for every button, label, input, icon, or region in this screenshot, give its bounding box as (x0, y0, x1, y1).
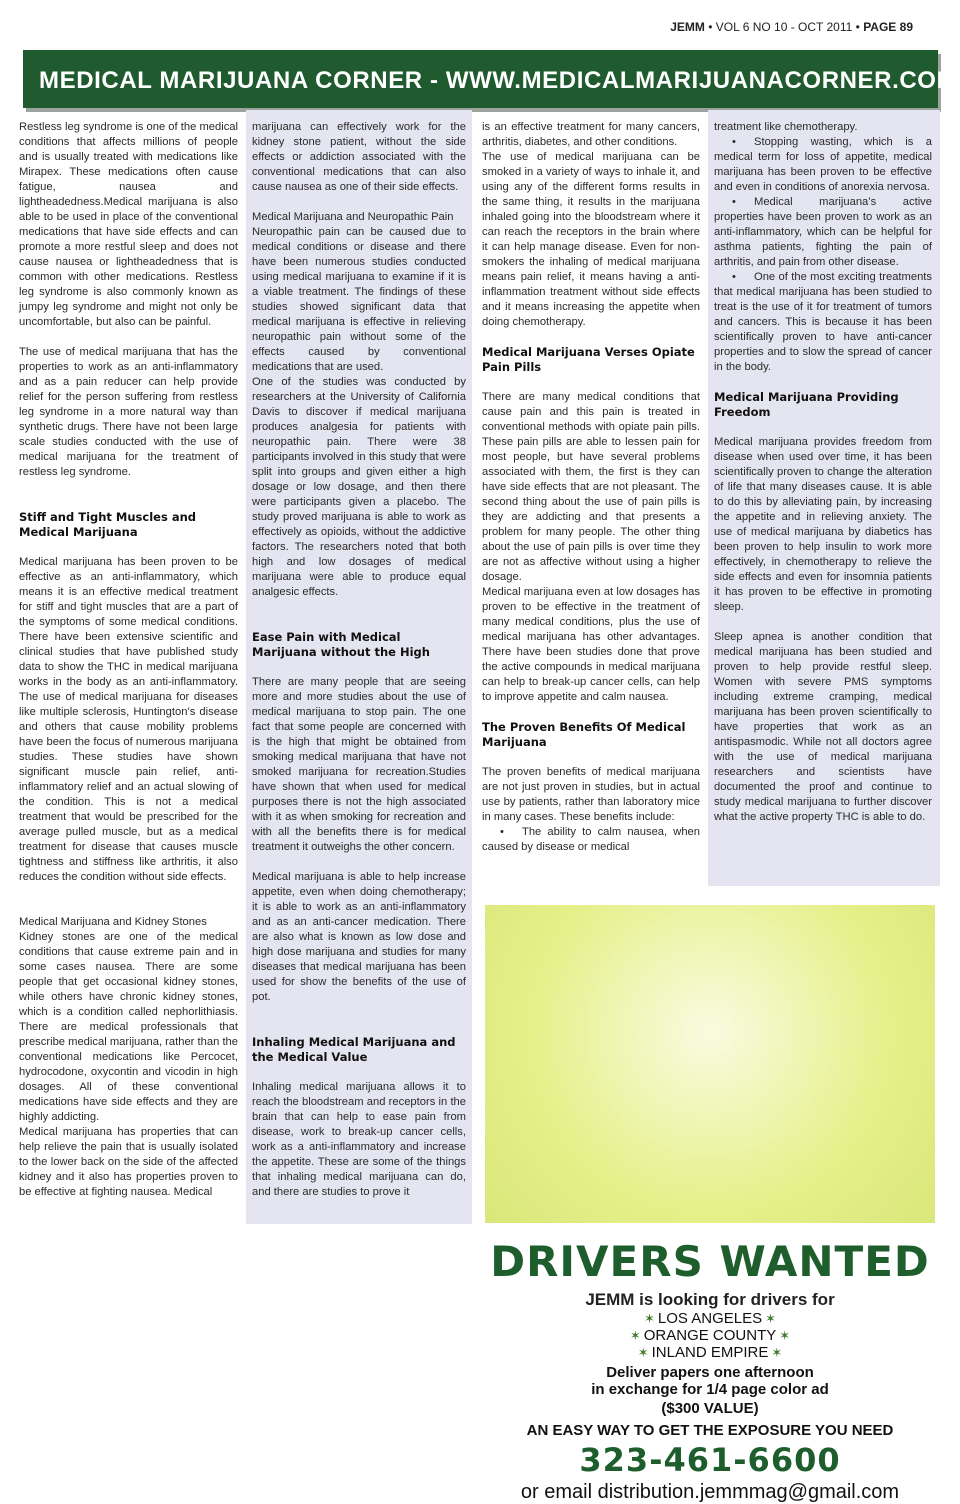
section-heading: Inhaling Medical Marijuana and the Medical Value (252, 1035, 456, 1064)
ad-tagline: AN EASY WAY TO GET THE EXPOSURE YOU NEED (526, 1422, 894, 1439)
page-number: PAGE 89 (863, 20, 913, 34)
ad-city-line (485, 1344, 935, 1361)
paragraph: Medical marijuana is able to help increase appetite, even when doing chemotherapy; it is able to work as an anti-inflammatory and as an anti-cancer medication. There are also what is known as low dose and high dose marijuana and studies for many diseases that medical marijuana has been used for show the benefits of the use of pot. (252, 871, 466, 1003)
ad-city-line (485, 1310, 935, 1327)
paragraph: treatment like chemotherapy. (714, 121, 858, 133)
section-banner (23, 50, 958, 108)
subheading-text: Medical Marijuana and Neuropathic Pain (252, 211, 454, 223)
city-name: INLAND EMPIRE (651, 1344, 769, 1361)
paragraph: Restless leg syndrome is one of the medical conditions that affects millions of people and is usually treated with medications like Mirapex. These medications often cause fatigue, nausea and lightheadedness.Medical marijuana is also able to be used in place of the conventional medications that have side effects and can promote a more restful sleep and does not cause nausea or lightheadedness that is common with other medications. Restless leg syndrome is also commonly known as jumpy leg syndrome and might not only be uncomfortable, but also can be painful. (19, 121, 238, 328)
paragraph: Neuropathic pain can be caused due to medical conditions or disease and there have been numerous studies conducted using medical marijuana to examine if it is a viable treatment. The findings of these studies showed significant data that medical marijuana is effective in relieving neuropathic pain without some of the effects caused by conventional medications that are used. (252, 226, 466, 373)
paragraph: Medical marijuana provides freedom from disease when used over time, it has been scientifically proven to change the alteration of life that many diseases cause. It is able to do this by alleviating pain, by increasing the appetite and in relieving anxiety. The use of medical marijuana by diabetics has been proven to help insulin to work more effectively, in chemotherapy to relieve the side effects and even for insomnia patients it has proven to be effective in promoting sleep. (714, 436, 932, 613)
paragraph: Sleep apnea is another condition that medical marijuana has been studied and proven to help provide restful sleep. Women with severe PMS symptoms including extreme cramping, medical marijuana has been proven scientifically to have properties that work as an antispasmodic. While not all doctors agree with the use of medical marijuana researchers and scientists have documented the proof and continue to study medical marijuana to further discover what the active property THC is able to do. (714, 631, 932, 823)
bullet-item: • Medical marijuana’s active properties have been proven to work as an anti-inflammatory, which can be helpful for asthma patients, fighting the pain of arthritis, and pain from other disease. (714, 195, 932, 270)
cannabis-leaf-icon: ✶ (779, 1328, 791, 1343)
paragraph: There are many people that are seeing more and more studies about the use of medical marijuana to stop pain. The one fact that some people are concerned with is the high that might be obtained from smoking medical marijuana that have not smoked marijuana for recreation.Studies have shown that when used for medical purposes there is not the high associated with it as when smoking for recreation and with all the benefits there is for medical treatment it outweighs the other concern. (252, 676, 466, 853)
bullet-item: • Stopping wasting, which is a medical term for loss of appetite, medical marijuana has been proven to be effective and even in conditions of anorexia nervosa. (714, 135, 932, 195)
ad-background (485, 905, 935, 1223)
paragraph: The use of medical marijuana that has the properties to work as an anti-inflammatory and as a pain reducer can help provide relief for the person suffering from restless leg syndrome in a more natural way than synthetic drugs. There have not been large scale studies conducted with the use of medical marijuana for the treatment of restless leg syndrome. (19, 346, 238, 478)
paragraph: Medical marijuana even at low dosages has proven to be effective in the treatment of many medical conditions, plus the use of medical marijuana has other advantages. There have been studies done that prove the active compounds in medical marijuana can help to break-up cancer cells, can help to improve appetite and calm nausea. (482, 586, 700, 703)
paragraph: Kidney stones are one of the medical conditions that cause extreme pain and in some cases nausea. There are some people that get occasional kidney stones, while others have chronic kidney stones, which is a condition called nephorlithiasis. There are medical professionals that prescribe medical marijuana, rather than the conventional medications like Percocet, hydrocodone, oxycontin and vicodin in high dosages. All of these conventional medications have side effects and they are highly addicting. (19, 931, 238, 1123)
spacer (252, 1020, 466, 1035)
spacer (19, 495, 238, 510)
section-heading: Medical Marijuana Verses Opiate Pain Pills (482, 345, 695, 374)
section-heading: Stiff and Tight Muscles and Medical Marijuana (19, 510, 196, 539)
ad-headline: DRIVERS WANTED (490, 1237, 930, 1286)
paragraph: is an effective treatment for many cancers, arthritis, diabetes, and other conditions. (482, 121, 700, 148)
ad-subheading: JEMM is looking for drivers for (585, 1290, 835, 1309)
article-column-4 (708, 110, 940, 886)
paragraph: One of the studies was conducted by researchers at the University of California Davis to discover if medical marijuana produces analgesia for patients with neuropathic pain. There were 38 participants involved in this study that were split into groups and given either a high dosage or low dosage, and then there were participants given a placebo. The study proved marijuana is able to work as effectively as opioids, without the addictive factors. The researchers noted that both high and low dosages of medical marijuana were able to produce equal analgesic effects. (252, 376, 466, 598)
bullet-item: • The ability to calm nausea, when caused by disease or medical (482, 825, 700, 855)
paragraph: Inhaling medical marijuana allows it to reach the bloodstream and receptors in the brain that can help to ease pain from disease, work to break-up cancer cells, work as a anti-inflammatory and increase the appetite. These are some of the things that inhaling medical marijuana can do, and there are studies to prove it (252, 1081, 466, 1198)
article-column-1 (19, 120, 238, 1200)
ad-offer-value: ($300 VALUE) (661, 1400, 759, 1417)
spacer (19, 900, 238, 915)
article-column-2 (246, 110, 472, 1224)
paragraph: The use of medical marijuana can be smoked in a variety of ways to inhale it, and using any of the different forms results in the same thing, it results in the marijuana inhaled going into the bloodstream where it can reach the receptors in the brain where it can help manage disease. Even for non-smokers the inhaling of medical marijuana means pain relief, it means having a anti-inflammation treatment without side effects and it means increasing the appetite when doing chemotherapy. (482, 151, 700, 328)
paragraph: There are many medical conditions that cause pain and this pain is treated in conventional methods with opiate pain pills. These pain pills are able to lessen pain for most people, but have several problems associated with them, the first is they can have side effects that are not pleasant. The second thing about the use of pain pills is they are addicting and that presents a problem for many people. The other thing about the use of pain pills is over time they are not as affective without using a higher dosage. (482, 391, 700, 583)
subheading-text: Medical Marijuana and Kidney Stones (19, 916, 207, 928)
issue-info: VOL 6 NO 10 - OCT 2011 (715, 20, 853, 34)
cannabis-leaf-icon: ✶ (771, 1345, 783, 1360)
ad-phone-number[interactable]: 323-461-6600 (579, 1441, 841, 1479)
paragraph: The proven benefits of medical marijuana are not just proven in studies, but in actual use by patients, rather than laboratory mice in many cases. These benefits include: (482, 766, 700, 823)
section-heading: The Proven Benefits Of Medical Marijuana (482, 720, 686, 749)
issue-header: JEMM • VOL 6 NO 10 - OCT 2011 • PAGE 89 (670, 20, 913, 34)
publication-name: JEMM (670, 20, 705, 34)
cannabis-leaf-icon: ✶ (629, 1328, 641, 1343)
spacer (252, 615, 466, 630)
cannabis-leaf-icon: ✶ (643, 1311, 655, 1326)
city-name: ORANGE COUNTY (643, 1327, 777, 1344)
article-column-3 (482, 120, 700, 855)
paragraph: Medical marijuana has properties that can help relieve the pain that is usually isolated to the lower back on the side of the affected kidney and it also has properties proven to be effective at fighting nausea. Medical (19, 1126, 238, 1198)
ad-email[interactable]: or email distribution.jemmmag@gmail.com (520, 1481, 900, 1503)
paragraph: marijuana can effectively work for the kidney stone patient, without the side effects or addiction associated with the conventional medications that can also cause nausea as one of their side effects. (252, 121, 466, 193)
cannabis-leaf-icon: ✶ (637, 1345, 649, 1360)
drivers-wanted-ad (485, 905, 935, 1503)
ad-city-line (485, 1327, 935, 1344)
bullet-item: • One of the most exciting treatments that medical marijuana has been studied to treat is the use of it for treatment of tumors and cancers. This is because it has been scientifically proven to have anti-cancer properties and to slow the spread of cancer in the body. (714, 270, 932, 375)
paragraph: Medical marijuana has been proven to be effective as an anti-inflammatory, which means it is an effective medical treatment for stiff and tight muscles that are a part of the symptoms of some medical conditions. There have been extensive scientific and clinical studies that have published study data to show the THC in medical marijuana works in the body as an anti-inflammatory. The use of medical marijuana for diseases like multiple sclerosis, Huntington’s disease and others that cause mobility problems have been the focus of numerous marijuana studies. These studies have shown significant muscle pain relief, anti-inflammatory relief and an actual slowing of the condition. This is not a medical treatment that would be prescribed for the average pulled muscle, but as a medical treatment for disease that causes muscle tightness and stiffness like arthritis, it also reduces the condition without side effects. (19, 556, 238, 883)
ad-offer-line: in exchange for 1/4 page color ad (591, 1381, 829, 1398)
section-heading: Ease Pain with Medical Marijuana without the High (252, 630, 430, 659)
city-name: LOS ANGELES (657, 1310, 763, 1327)
ad-offer-line: Deliver papers one afternoon (606, 1364, 814, 1381)
banner-title: MEDICAL MARIJUANA CORNER - WWW.MEDICALMARIJUANACORNER.COM (39, 67, 958, 94)
section-heading: Medical Marijuana Providing Freedom (714, 390, 899, 419)
cannabis-leaf-icon: ✶ (765, 1311, 777, 1326)
